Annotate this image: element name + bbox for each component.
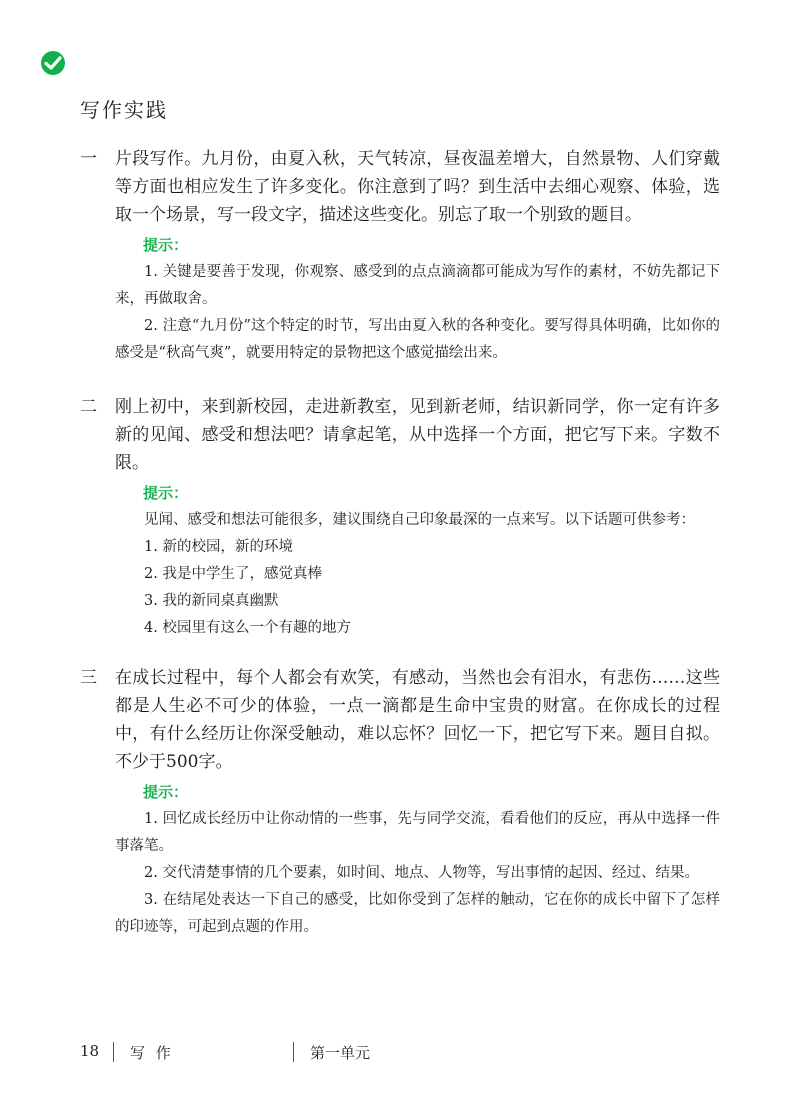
task-prompt: 片段写作。九月份，由夏入秋，天气转凉，昼夜温差增大，自然景物、人们穿戴等方面也相应发生了许多变化。你注意到了吗？到生活中去细心观察、体验，选取一个场景，写一段文字，描述这些变化。别忘了取一个别致的题目。 bbox=[115, 149, 720, 225]
hint-1: 1. 回忆成长经历中让你动情的一些事，先与同学交流，看看他们的反应，再从中选择一件事落笔。 bbox=[115, 811, 720, 854]
topic-item: 3. 我的新同桌真幽默 bbox=[144, 593, 279, 609]
task-body bbox=[115, 664, 720, 941]
task-number: 三 bbox=[80, 668, 97, 688]
task-body bbox=[115, 393, 720, 642]
task-prompt: 在成长过程中，每个人都会有欢笑，有感动，当然也会有泪水，有悲伤……这些都是人生必不可少的体验，一点一滴都是生命中宝贵的财富。在你成长的过程中，有什么经历让你深受触动，难以忘怀？回忆一下，把它写下来。题目自拟。不少于500字。 bbox=[115, 668, 720, 772]
topic-item: 4. 校园里有这么一个有趣的地方 bbox=[144, 620, 351, 636]
footer-divider bbox=[293, 1042, 294, 1062]
task-number: 一 bbox=[80, 149, 97, 169]
hint-3: 3. 在结尾处表达一下自己的感受，比如你受到了怎样的触动，它在你的成长中留下了怎样的印迹等，可起到点题的作用。 bbox=[115, 892, 720, 935]
topic-item: 2. 我是中学生了，感觉真棒 bbox=[144, 566, 322, 582]
footer-unit: 第一单元 bbox=[310, 1044, 371, 1062]
footer-divider bbox=[113, 1042, 114, 1062]
page-footer bbox=[0, 1038, 800, 1068]
hint-label: 提示： bbox=[143, 783, 189, 801]
hint-1: 1. 关键是要善于发现，你观察、感受到的点点滴滴都可能成为写作的素材，不妨先都记下来，再做取舍。 bbox=[115, 264, 720, 307]
task-body bbox=[115, 145, 720, 367]
content bbox=[80, 145, 720, 961]
hint-label: 提示： bbox=[143, 484, 189, 502]
topic-item: 1. 新的校园，新的环境 bbox=[144, 539, 293, 555]
task-prompt: 刚上初中，来到新校园，走进新教室，见到新老师，结识新同学，你一定有许多新的见闻、感受和想法吧？请拿起笔，从中选择一个方面，把它写下来。字数不限。 bbox=[115, 397, 720, 473]
hint-2: 2. 交代清楚事情的几个要素，如时间、地点、人物等，写出事情的起因、经过、结果。 bbox=[144, 865, 699, 881]
hint-intro: 见闻、感受和想法可能很多，建议围绕自己印象最深的一点来写。以下话题可供参考： bbox=[144, 512, 695, 528]
task-3 bbox=[80, 664, 720, 941]
hint-label: 提示： bbox=[143, 236, 189, 254]
section-title: 写作实践 bbox=[80, 98, 168, 122]
page-number: 18 bbox=[80, 1042, 100, 1060]
task-number: 二 bbox=[80, 397, 97, 417]
hint-2: 2. 注意“九月份”这个特定的时节，写出由夏入秋的各种变化。要写得具体明确，比如你的感受是“秋高气爽”，就要用特定的景物把这个感觉描绘出来。 bbox=[115, 318, 720, 361]
task-2 bbox=[80, 393, 720, 642]
footer-section: 写 作 bbox=[130, 1044, 174, 1062]
green-circle-check-icon bbox=[40, 50, 66, 76]
task-1 bbox=[80, 145, 720, 367]
